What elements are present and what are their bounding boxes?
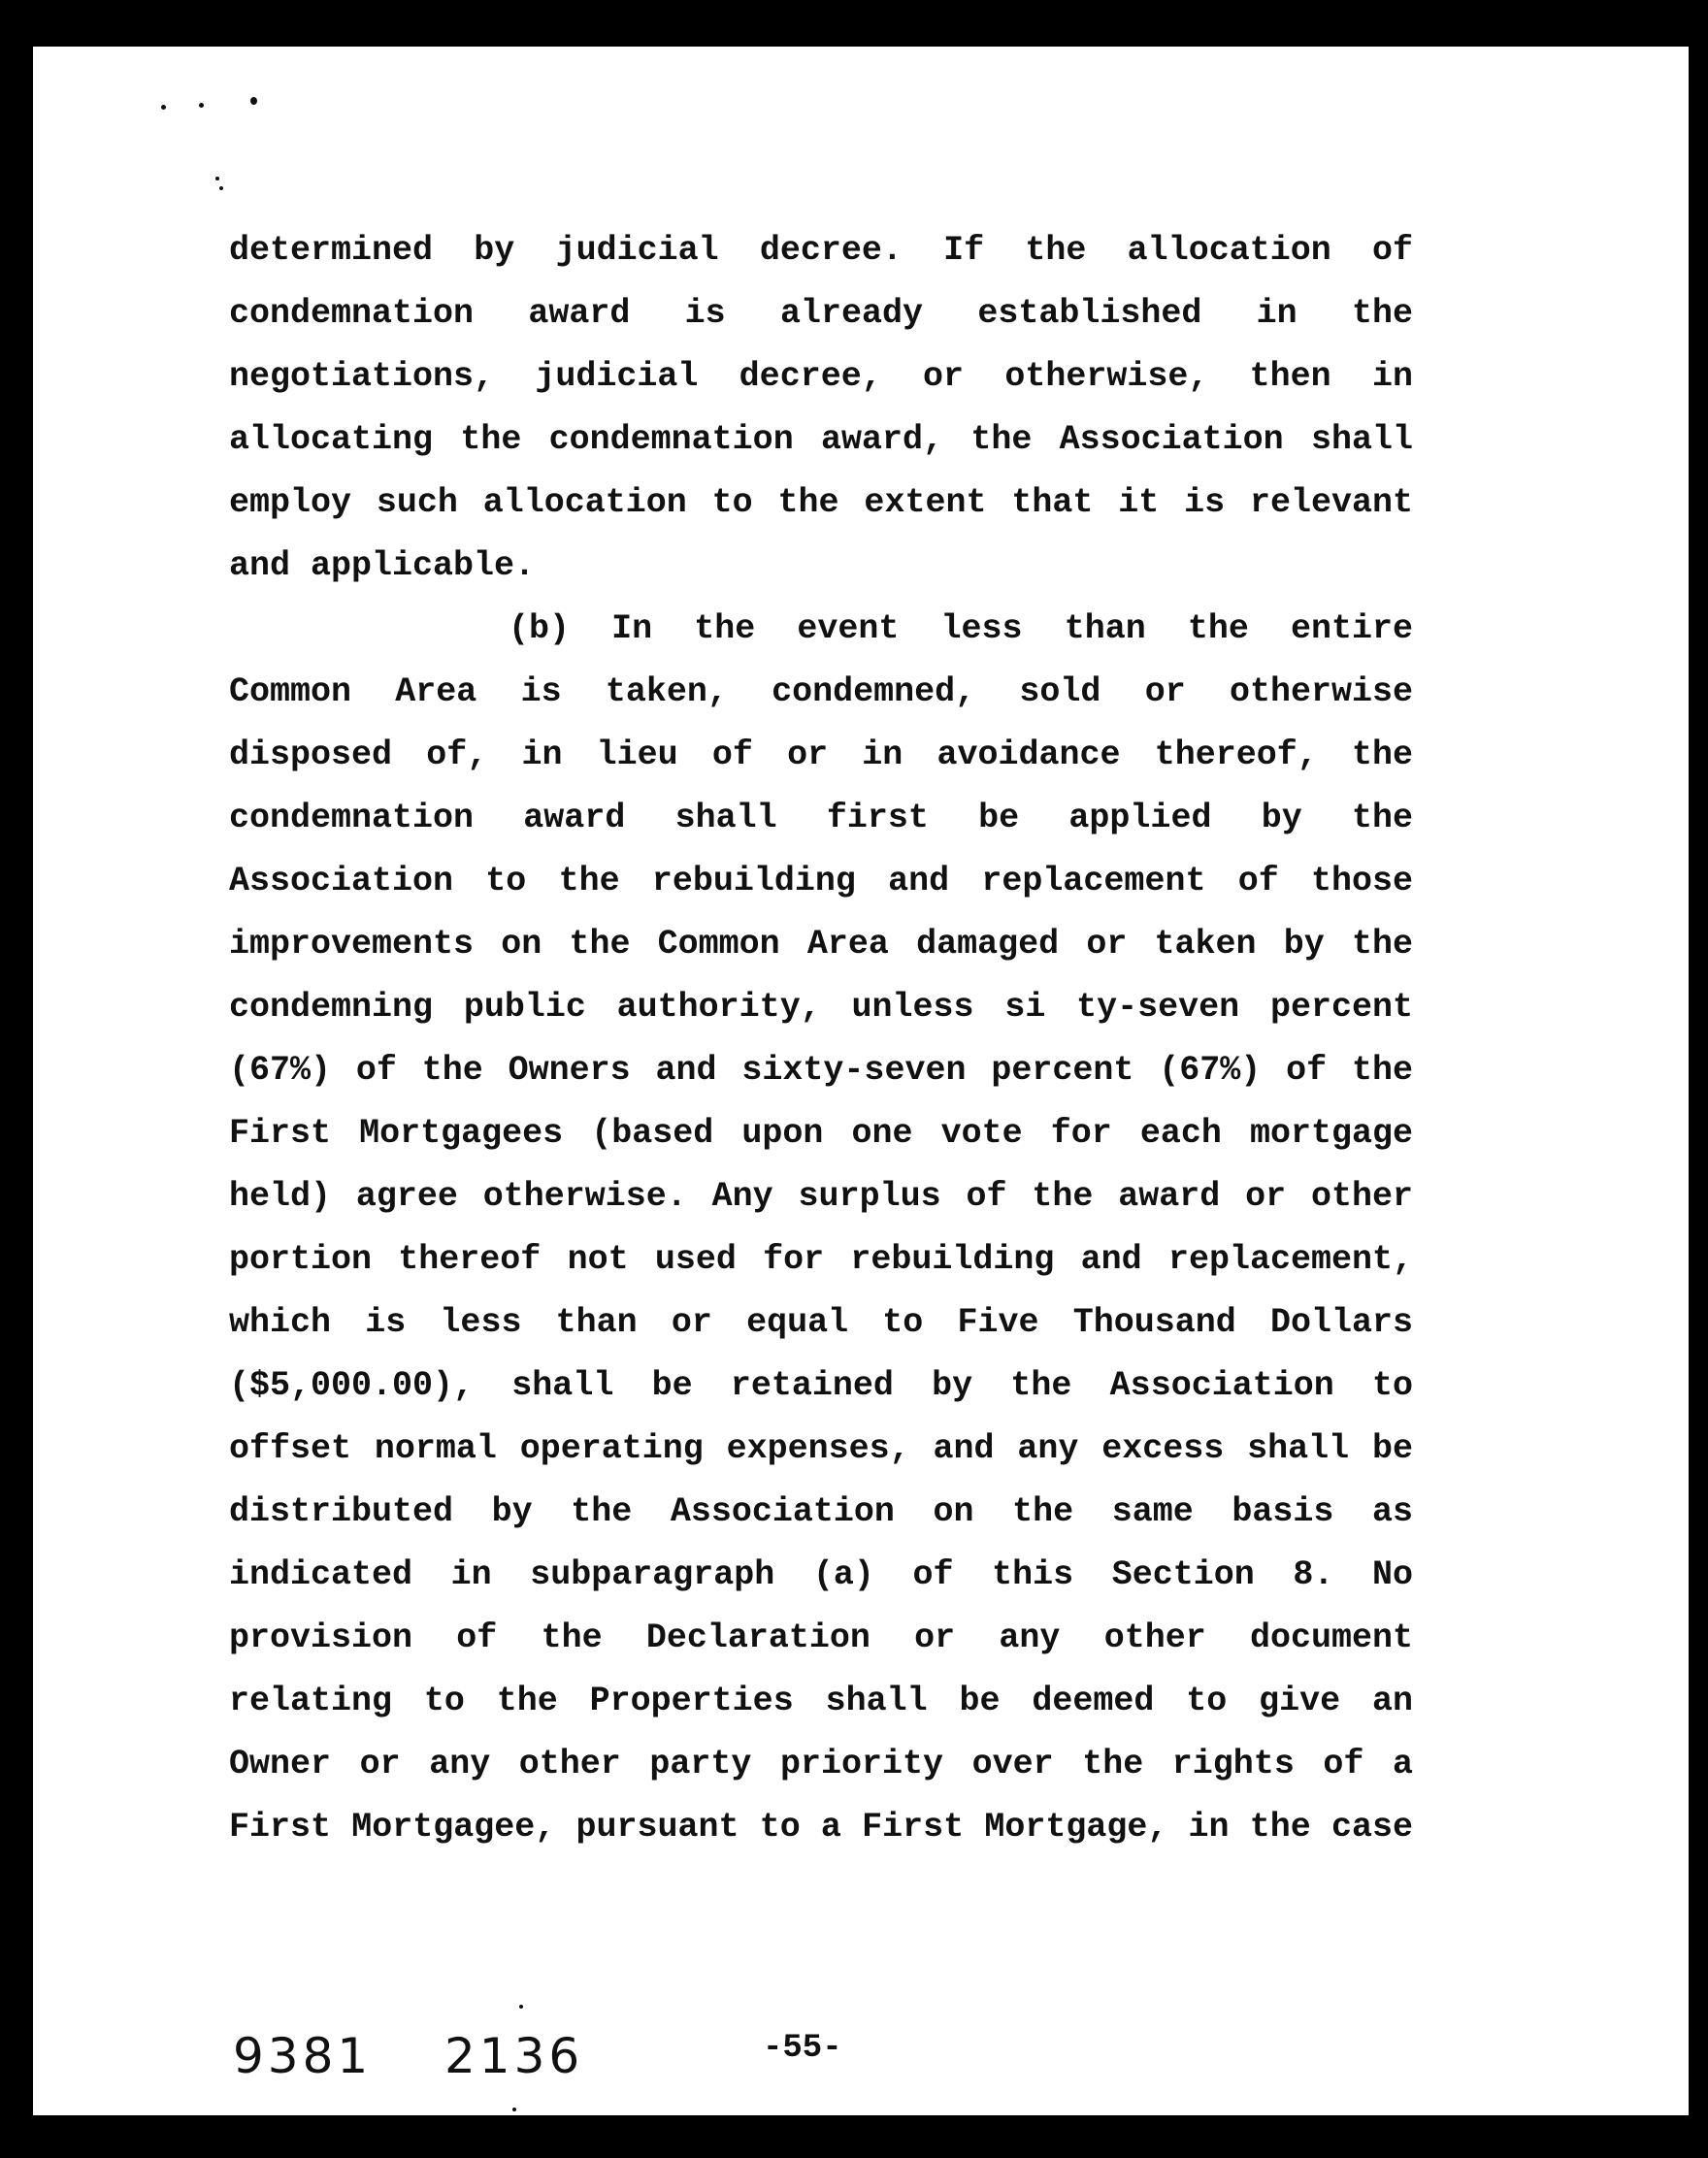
page-number: -55- — [763, 2030, 842, 2067]
scan-speck — [161, 105, 166, 110]
text-line: negotiations, judicial decree, or otherwise, then in — [229, 357, 1413, 396]
text-line: (67%) of the Owners and sixty-seven percent (67%) of the — [229, 1051, 1413, 1090]
text-line: provision of the Declaration or any other document — [229, 1618, 1413, 1657]
scan-speck — [519, 2005, 523, 2009]
text-line: improvements on the Common Area damaged or taken by the — [229, 925, 1413, 964]
text-line: Owner or any other party priority over the rights of a — [229, 1745, 1413, 1783]
text-line: allocating the condemnation award, the Association shall — [229, 420, 1413, 459]
text-line: portion thereof not used for rebuilding and replacement, — [229, 1240, 1413, 1279]
text-line: ($5,000.00), shall be retained by the Association to — [229, 1366, 1413, 1405]
text-line: First Mortgagee, pursuant to a First Mortgage, in the case — [229, 1808, 1413, 1847]
text-line: held) agree otherwise. Any surplus of the award or other — [229, 1177, 1413, 1216]
body-text — [229, 219, 1413, 1859]
text-line: relating to the Properties shall be deemed to give an — [229, 1682, 1413, 1720]
scan-speck — [215, 177, 219, 180]
document-code-right: 2136 — [444, 2028, 584, 2084]
text-line: condemning public authority, unless si ty-seven percent — [229, 988, 1413, 1027]
scan-speck — [250, 97, 257, 105]
document-code-left: 9381 — [233, 2028, 373, 2084]
text-line: disposed of, in lieu of or in avoidance thereof, the — [229, 736, 1413, 774]
text-line: employ such allocation to the extent that it is relevant — [229, 483, 1413, 522]
text-line: distributed by the Association on the same basis as — [229, 1492, 1413, 1531]
text-line: Common Area is taken, condemned, sold or otherwise — [229, 672, 1413, 711]
text-line: determined by judicial decree. If the allocation of — [229, 231, 1413, 270]
paragraph-b-start: (b) In the event less than the entire — [509, 609, 1413, 648]
text-line: and applicable. — [229, 546, 536, 585]
text-line: First Mortgagees (based upon one vote for each mortgage — [229, 1114, 1413, 1153]
text-line: Association to the rebuilding and replacement of those — [229, 862, 1413, 900]
scan-speck — [512, 2108, 516, 2111]
text-line: condemnation award shall first be applied by the — [229, 799, 1413, 837]
scan-speck — [219, 186, 223, 190]
scan-speck — [199, 103, 204, 108]
text-line: offset normal operating expenses, and any excess shall be — [229, 1429, 1413, 1468]
text-line: indicated in subparagraph (a) of this Section 8. No — [229, 1555, 1413, 1594]
text-line: which is less than or equal to Five Thousand Dollars — [229, 1303, 1413, 1342]
text-line: condemnation award is already established in the — [229, 294, 1413, 333]
